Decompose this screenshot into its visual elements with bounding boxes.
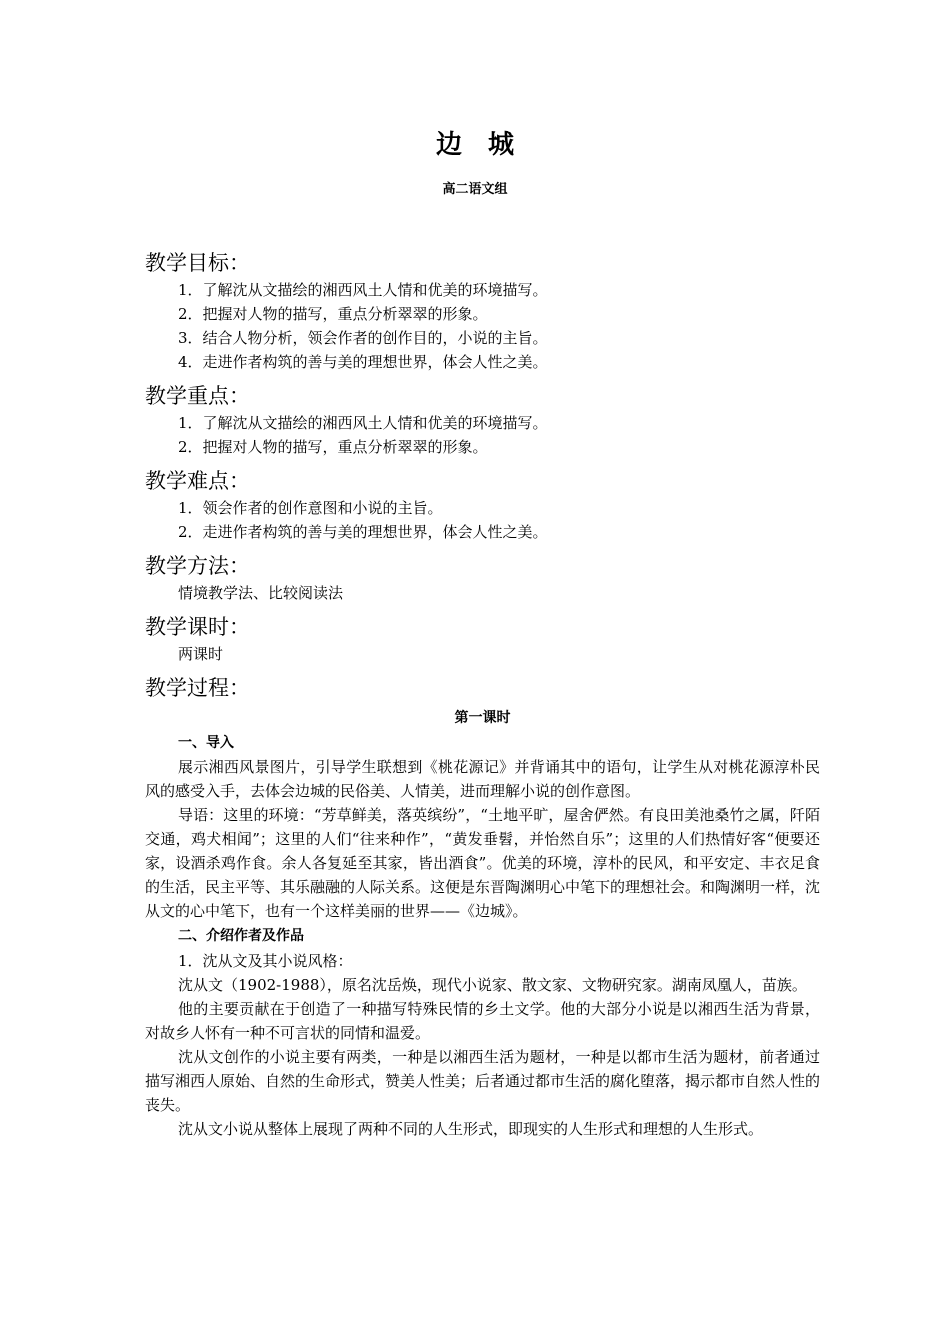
part-title-author: 二、介绍作者及作品 (178, 928, 304, 944)
difficulty-item: 1．领会作者的创作意图和小说的主旨。 (178, 499, 443, 517)
methods-text: 情境教学法、比较阅读法 (178, 584, 344, 602)
key-point-item: 1．了解沈从文描绘的湘西风土人情和优美的环境描写。 (178, 414, 548, 432)
paragraph: 沈从文创作的小说主要有两类，一种是以湘西生活为题材，一种是以都市生活为题材，前者通过描写湘西人原始、自然的生命形式，赞美人性美；后者通过都市生活的腐化堕落，揭示都市自然人性的丧失。 (145, 1048, 821, 1114)
part-title-intro: 一、导入 (178, 735, 234, 751)
document-title: 边 城 (435, 130, 514, 160)
paragraph: 沈从文小说从整体上展现了两种不同的人生形式，即现实的人生形式和理想的人生形式。 (178, 1120, 764, 1138)
goal-item: 2．把握对人物的描写，重点分析翠翠的形象。 (178, 305, 488, 323)
goal-item: 1．了解沈从文描绘的湘西风土人情和优美的环境描写。 (178, 281, 548, 299)
sub-item: 1．沈从文及其小说风格： (178, 952, 353, 970)
paragraph: 沈从文（1902-1988），原名沈岳焕，现代小说家、散文家、文物研究家。湖南凤凰人，苗族。 (178, 976, 807, 994)
section-heading-key-points: 教学重点： (145, 384, 250, 408)
section-heading-process: 教学过程： (145, 676, 250, 700)
section-heading-hours: 教学课时： (145, 615, 250, 639)
key-point-item: 2．把握对人物的描写，重点分析翠翠的形象。 (178, 438, 488, 456)
document-subtitle: 高二语文组 (442, 182, 508, 197)
goal-item: 4．走进作者构筑的善与美的理想世界，体会人性之美。 (178, 353, 548, 371)
paragraph: 导语：这里的环境：“芳草鲜美，落英缤纷”，“土地平旷，屋舍俨然。有良田美池桑竹之属，阡陌交通，鸡犬相闻”；这里的人们“往来种作”，“黄发垂髫，并怡然自乐”；这里的人们热情好客“便要还家，设酒杀鸡作食。余人各复延至其家，皆出酒食”。优美的环境，淳朴的民风，和平安定、丰衣足食的生活，民主平等、其乐融融的人际关系。这便是东晋陶渊明心中笔下的理想社会。和陶渊明一样，沈从文的心中笔下，也有一个这样美丽的世界——《边城》。 (145, 806, 821, 920)
document-body (145, 248, 820, 1141)
difficulty-item: 2．走进作者构筑的善与美的理想世界，体会人性之美。 (178, 523, 548, 541)
paragraph: 展示湘西风景图片，引导学生联想到《桃花源记》并背诵其中的语句，让学生从对桃花源淳朴民风的感受入手，去体会边城的民俗美、人情美，进而理解小说的创作意图。 (145, 758, 820, 800)
section-heading-goals: 教学目标： (145, 251, 250, 275)
section-heading-difficulties: 教学难点： (145, 469, 250, 493)
lesson-title: 第一课时 (454, 710, 511, 726)
goal-item: 3．结合人物分析，领会作者的创作目的，小说的主旨。 (178, 329, 548, 347)
section-heading-methods: 教学方法： (145, 554, 250, 578)
hours-text: 两课时 (178, 645, 224, 663)
paragraph: 他的主要贡献在于创造了一种描写特殊民情的乡土文学。他的大部分小说是以湘西生活为背景，对故乡人怀有一种不可言状的同情和温爱。 (145, 1000, 820, 1042)
